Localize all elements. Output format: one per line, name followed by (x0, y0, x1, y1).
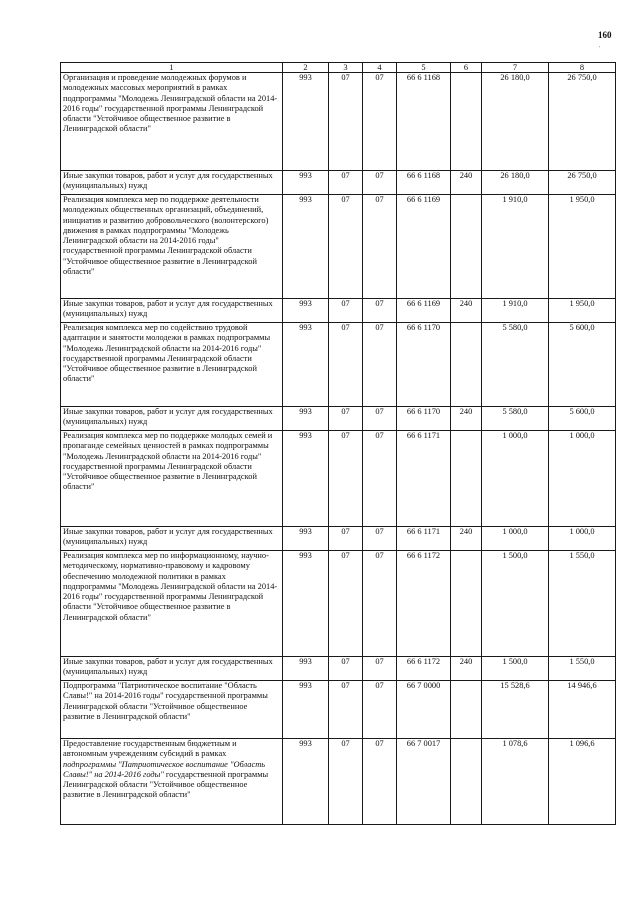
column-header: 3 (329, 63, 363, 73)
row-name-italic: подпрограммы "Патриотическое воспитание "Область Славы!" на 2014-2016 годы" (63, 759, 266, 779)
subsection-code: 07 (363, 73, 397, 171)
table-row (61, 681, 616, 739)
amount-year-1: 26 180,0 (482, 171, 549, 195)
row-name: Иные закупки товаров, работ и услуг для государственных (муниципальных) нужд (61, 299, 283, 323)
page-number: 160 (598, 30, 612, 40)
subsection-code: 07 (363, 171, 397, 195)
target-code: 66 6 1171 (397, 527, 451, 551)
target-code: 66 6 1169 (397, 299, 451, 323)
column-header: 7 (482, 63, 549, 73)
amount-year-1: 1 500,0 (482, 657, 549, 681)
subsection-code: 07 (363, 527, 397, 551)
amount-year-1: 1 078,6 (482, 739, 549, 825)
table-row (61, 73, 616, 171)
ministry-code: 993 (283, 551, 329, 657)
target-code: 66 6 1171 (397, 431, 451, 527)
expense-type (451, 739, 482, 825)
table-row (61, 739, 616, 825)
amount-year-2: 1 000,0 (549, 431, 616, 527)
column-header: 1 (61, 63, 283, 73)
target-code: 66 6 1172 (397, 657, 451, 681)
target-code: 66 6 1170 (397, 323, 451, 407)
column-header: 4 (363, 63, 397, 73)
row-name: Реализация комплекса мер по поддержке деятельности молодежных общественных организаций, объединений, инициатив и развитию добровольческого (волонтерского) движения в рамках подпрограммы "Молодежь Ленинградской области на 2014-2016 годы" государственной программы Ленинградской области "Устойчивое общественное развитие в Ленинградской области" (61, 195, 283, 299)
ministry-code: 993 (283, 681, 329, 739)
section-code: 07 (329, 527, 363, 551)
section-code: 07 (329, 681, 363, 739)
amount-year-1: 15 528,6 (482, 681, 549, 739)
row-name: Подпрограмма "Патриотическое воспитание "Область Славы!" на 2014-2016 годы" государственной программы Ленинградской области "Устойчивое общественное развитие в Ленинградской области" (61, 681, 283, 739)
subsection-code: 07 (363, 407, 397, 431)
expense-type: 240 (451, 527, 482, 551)
expense-type (451, 551, 482, 657)
subsection-code: 07 (363, 195, 397, 299)
amount-year-2: 26 750,0 (549, 73, 616, 171)
row-name: Иные закупки товаров, работ и услуг для государственных (муниципальных) нужд (61, 407, 283, 431)
budget-table (60, 62, 616, 825)
section-code: 07 (329, 323, 363, 407)
row-name: Реализация комплекса мер по информационному, научно-методическому, нормативно-правовому и кадровому обеспечению молодежной политики в рамках подпрограммы "Молодежь Ленинградской области на 2014-2016 годы" государственной программы Ленинградской области "Устойчивое общественное развитие в Ленинградской области" (61, 551, 283, 657)
ministry-code: 993 (283, 299, 329, 323)
amount-year-2: 14 946,6 (549, 681, 616, 739)
expense-type: 240 (451, 657, 482, 681)
section-code: 07 (329, 431, 363, 527)
table-row (61, 551, 616, 657)
table-row (61, 299, 616, 323)
ministry-code: 993 (283, 73, 329, 171)
table-row (61, 657, 616, 681)
expense-type (451, 323, 482, 407)
section-code: 07 (329, 657, 363, 681)
target-code: 66 6 1168 (397, 73, 451, 171)
target-code: 66 6 1170 (397, 407, 451, 431)
ministry-code: 993 (283, 431, 329, 527)
amount-year-2: 1 000,0 (549, 527, 616, 551)
row-name: Иные закупки товаров, работ и услуг для государственных (муниципальных) нужд (61, 527, 283, 551)
target-code: 66 6 1172 (397, 551, 451, 657)
expense-type: 240 (451, 407, 482, 431)
target-code: 66 6 1169 (397, 195, 451, 299)
table-row (61, 407, 616, 431)
amount-year-2: 1 550,0 (549, 551, 616, 657)
row-name: Реализация комплекса мер по поддержке молодых семей и пропаганде семейных ценностей в рамках подпрограммы "Молодежь Ленинградской области на 2014-2016 годы" государственной программы Ленинградской области "Устойчивое общественное развитие в Ленинградской области" (61, 431, 283, 527)
amount-year-1: 1 910,0 (482, 195, 549, 299)
amount-year-2: 5 600,0 (549, 407, 616, 431)
ministry-code: 993 (283, 195, 329, 299)
section-code: 07 (329, 551, 363, 657)
target-code: 66 7 0017 (397, 739, 451, 825)
amount-year-1: 1 910,0 (482, 299, 549, 323)
amount-year-1: 5 580,0 (482, 323, 549, 407)
column-header: 8 (549, 63, 616, 73)
table-row (61, 195, 616, 299)
subsection-code: 07 (363, 657, 397, 681)
amount-year-1: 1 000,0 (482, 431, 549, 527)
expense-type: 240 (451, 299, 482, 323)
table-row (61, 171, 616, 195)
row-name: Иные закупки товаров, работ и услуг для государственных (муниципальных) нужд (61, 657, 283, 681)
section-code: 07 (329, 739, 363, 825)
amount-year-1: 26 180,0 (482, 73, 549, 171)
column-header: 6 (451, 63, 482, 73)
ministry-code: 993 (283, 527, 329, 551)
subsection-code: 07 (363, 551, 397, 657)
expense-type (451, 73, 482, 171)
row-name: Организация и проведение молодежных форумов и молодежных массовых мероприятий в рамках подпрограммы "Молодежь Ленинградской области на 2014-2016 годы" государственной программы Ленинградской области "Устойчивое общественное развитие в Ленинградской области" (61, 73, 283, 171)
row-name-text: Предоставление государственным бюджетным и автономным учреждениям субсидий в рамках (63, 739, 237, 759)
target-code: 66 6 1168 (397, 171, 451, 195)
amount-year-2: 5 600,0 (549, 323, 616, 407)
expense-type (451, 431, 482, 527)
amount-year-1: 1 000,0 (482, 527, 549, 551)
amount-year-2: 1 950,0 (549, 299, 616, 323)
row-name-text: государственной программы Ленинградской области "Устойчивое общественное развитие в Ленинградской области" (63, 769, 269, 800)
ministry-code: 993 (283, 739, 329, 825)
amount-year-2: 1 550,0 (549, 657, 616, 681)
subsection-code: 07 (363, 323, 397, 407)
expense-type: 240 (451, 171, 482, 195)
subsection-code: 07 (363, 431, 397, 527)
ministry-code: 993 (283, 171, 329, 195)
amount-year-2: 26 750,0 (549, 171, 616, 195)
table-row (61, 527, 616, 551)
section-code: 07 (329, 299, 363, 323)
section-code: 07 (329, 171, 363, 195)
subsection-code: 07 (363, 739, 397, 825)
ministry-code: 993 (283, 407, 329, 431)
subsection-code: 07 (363, 681, 397, 739)
amount-year-1: 5 580,0 (482, 407, 549, 431)
section-code: 07 (329, 195, 363, 299)
table-row (61, 323, 616, 407)
ministry-code: 993 (283, 323, 329, 407)
header-row (61, 63, 616, 73)
column-header: 2 (283, 63, 329, 73)
column-header: 5 (397, 63, 451, 73)
target-code: 66 7 0000 (397, 681, 451, 739)
expense-type (451, 681, 482, 739)
ministry-code: 993 (283, 657, 329, 681)
amount-year-1: 1 500,0 (482, 551, 549, 657)
amount-year-2: 1 950,0 (549, 195, 616, 299)
margin-mark: ' (599, 46, 601, 52)
row-name (61, 739, 283, 825)
expense-type (451, 195, 482, 299)
section-code: 07 (329, 407, 363, 431)
row-name: Реализация комплекса мер по содействию трудовой адаптации и занятости молодежи в рамках подпрограммы "Молодежь Ленинградской области на 2014-2016 годы" государственной программы Ленинградской области "Устойчивое общественное развитие в Ленинградской области" (61, 323, 283, 407)
table-row (61, 431, 616, 527)
amount-year-2: 1 096,6 (549, 739, 616, 825)
subsection-code: 07 (363, 299, 397, 323)
row-name: Иные закупки товаров, работ и услуг для государственных (муниципальных) нужд (61, 171, 283, 195)
section-code: 07 (329, 73, 363, 171)
